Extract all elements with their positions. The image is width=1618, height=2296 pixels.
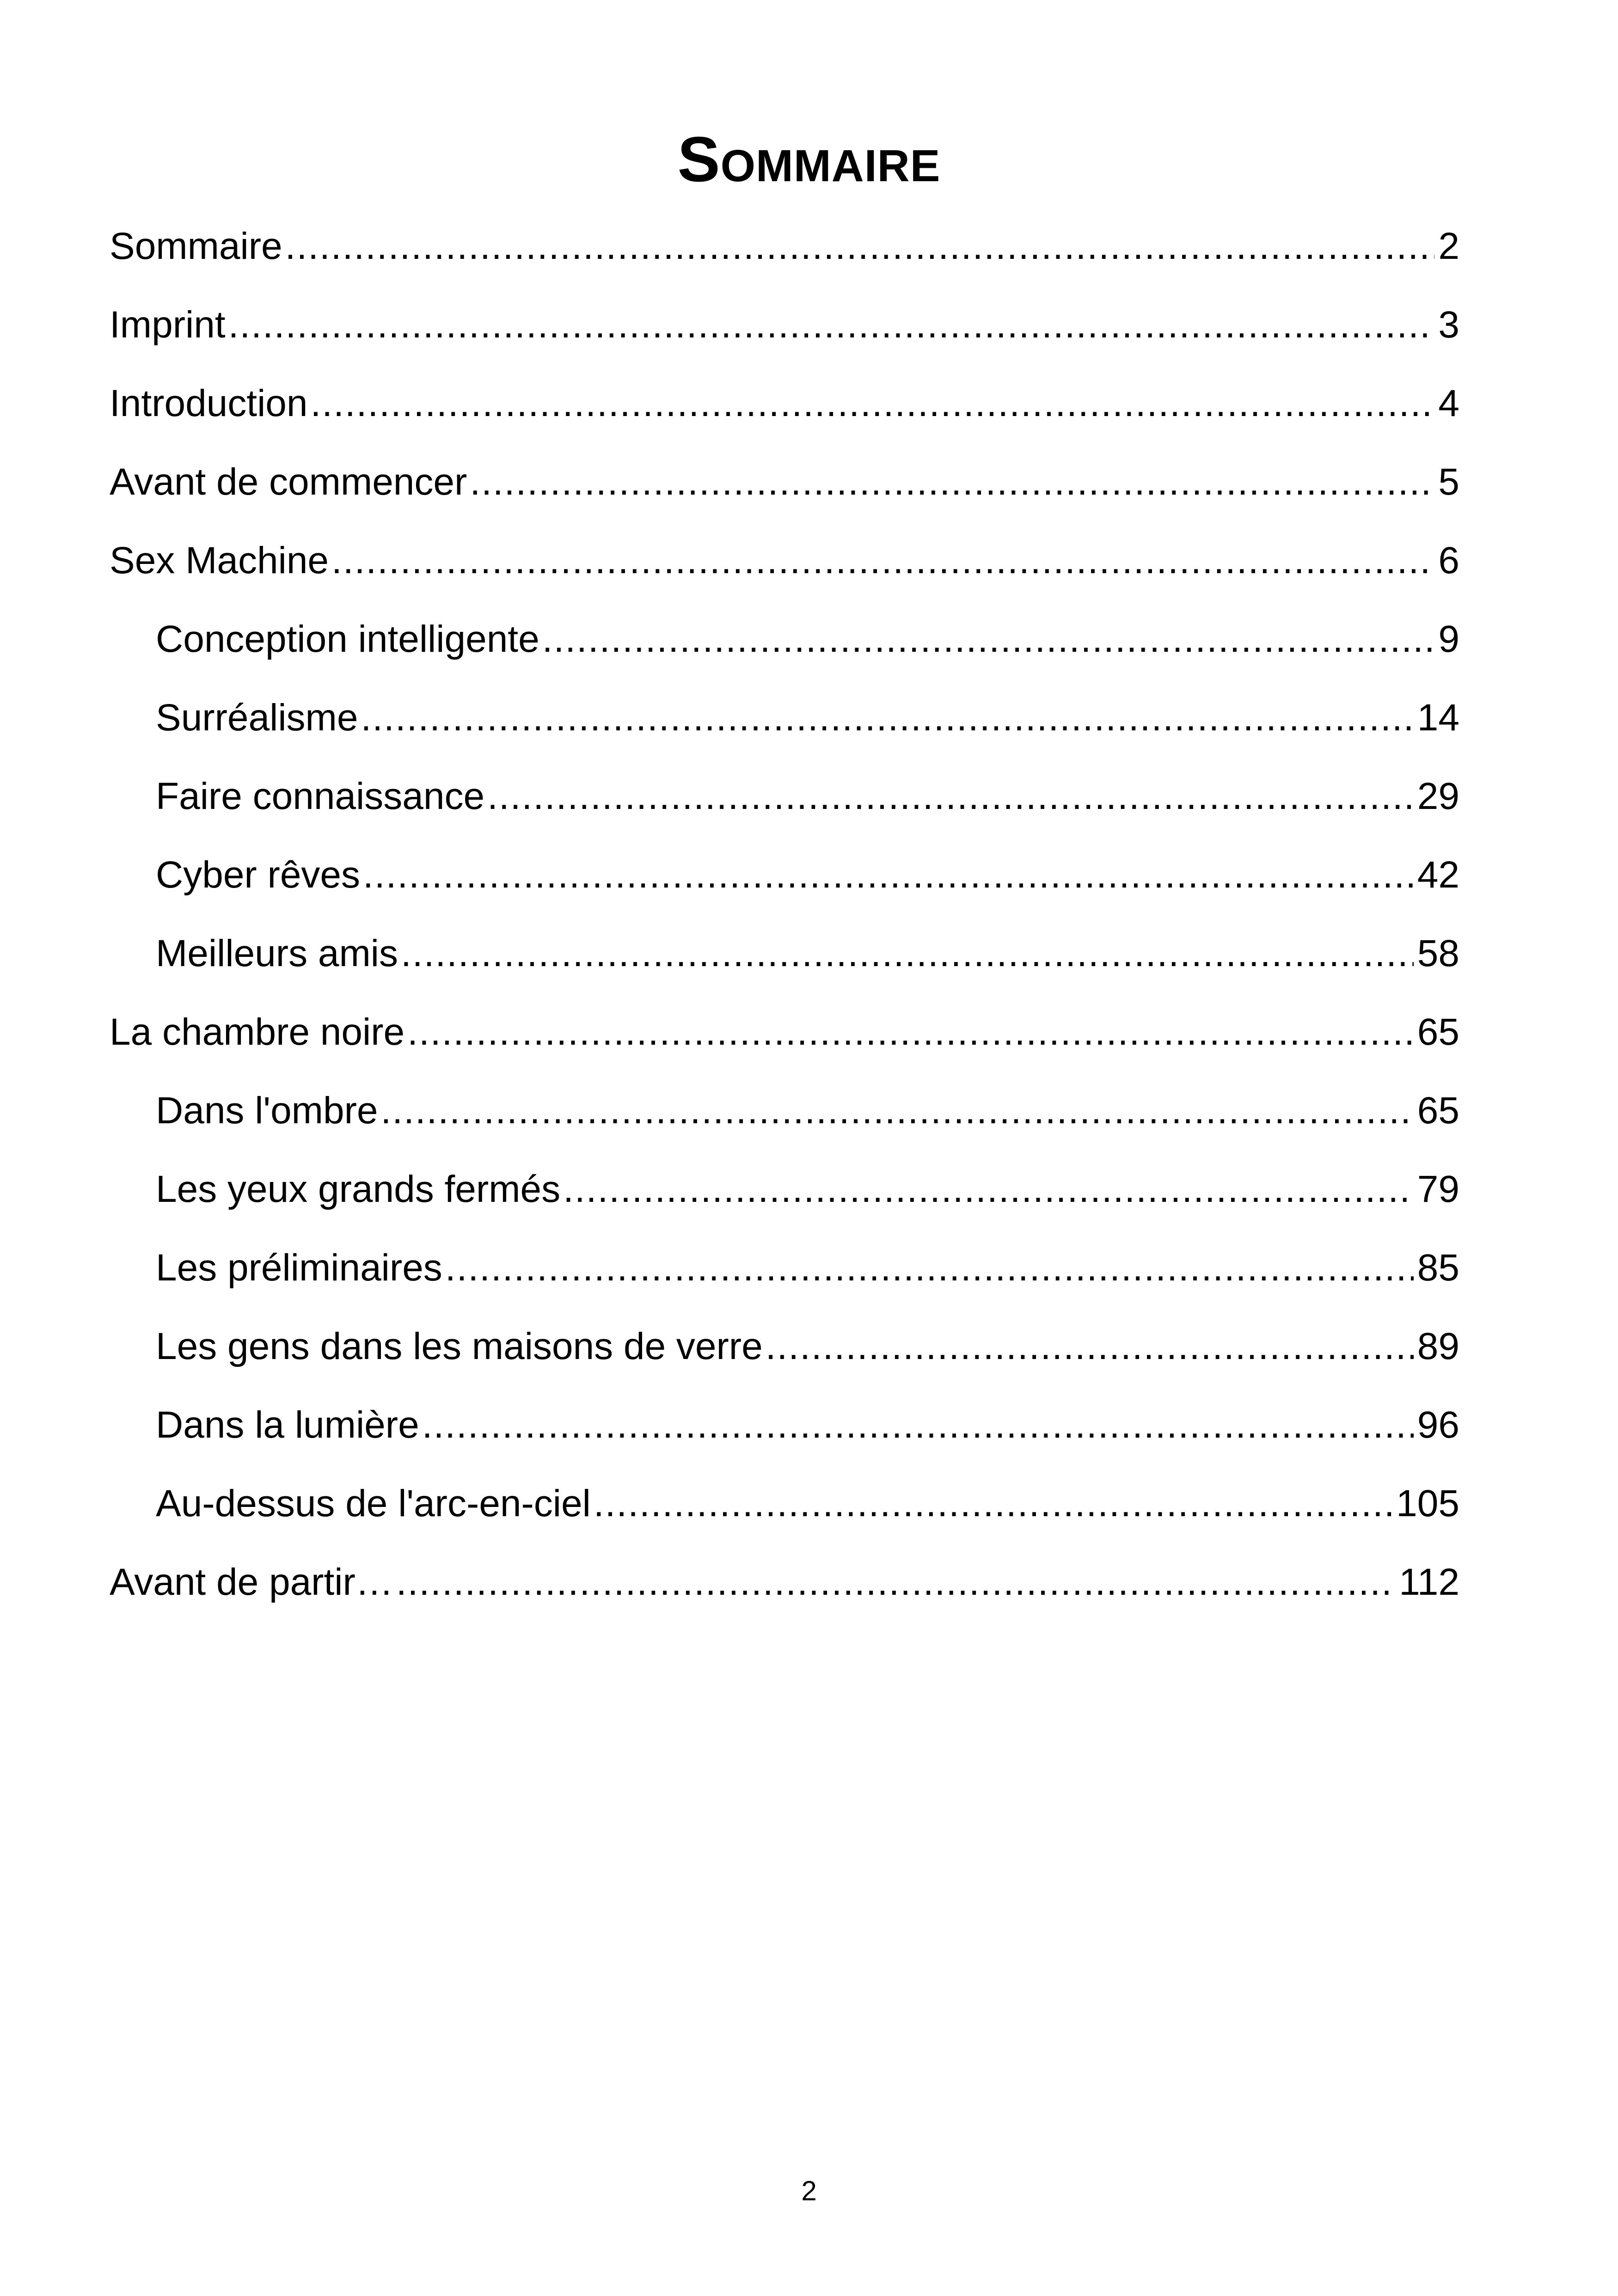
toc-entry[interactable] (156, 769, 1459, 824)
toc-entry-page: 4 (1438, 382, 1459, 424)
toc-entry-label: Dans la lumière (156, 1404, 419, 1446)
dot-leader (285, 219, 1435, 274)
dot-leader (396, 1555, 1395, 1610)
toc-entry[interactable] (110, 376, 1459, 431)
toc-entry-page: 29 (1417, 775, 1459, 817)
toc-entry[interactable] (156, 612, 1459, 667)
page-title: Sommaire (677, 124, 941, 195)
dot-leader (407, 1004, 1414, 1060)
dot-leader (381, 1083, 1414, 1139)
toc-entry-page: 65 (1417, 1090, 1459, 1132)
toc-entry[interactable] (110, 1555, 1459, 1610)
toc-entry[interactable] (110, 454, 1459, 510)
toc-entry[interactable] (156, 847, 1459, 903)
toc-entry-label: Les gens dans les maisons de verre (156, 1325, 763, 1367)
toc-entry-page: 2 (1438, 225, 1459, 267)
toc-entry-label: Faire connaissance (156, 775, 485, 817)
toc-entry-page: 6 (1438, 539, 1459, 582)
dot-leader (422, 1397, 1414, 1453)
toc-entry-label: Sex Machine (110, 539, 329, 582)
toc-entry-page: 96 (1417, 1404, 1459, 1446)
toc-entry-label: Les préliminaires (156, 1247, 442, 1289)
toc-entry[interactable] (156, 1240, 1459, 1296)
toc-entry[interactable] (110, 533, 1459, 588)
toc-entry-page: 42 (1417, 854, 1459, 896)
toc-entry-label: Les yeux grands fermés (156, 1168, 561, 1210)
dot-leader (470, 454, 1434, 510)
page-number: 2 (801, 2175, 817, 2206)
dot-leader (361, 690, 1413, 746)
toc-entry[interactable] (110, 219, 1459, 274)
toc-entry-label: Surréalisme (156, 697, 358, 739)
dot-leader (363, 847, 1414, 903)
dot-leader (563, 1162, 1414, 1217)
dot-leader (401, 926, 1414, 981)
toc-entry[interactable] (110, 1004, 1459, 1060)
toc-entry-label: Avant de partir… (110, 1561, 393, 1603)
toc-entry[interactable] (156, 690, 1459, 746)
toc-entry-label: Au-dessus de l'arc-en-ciel (156, 1482, 591, 1525)
toc-entry[interactable] (156, 926, 1459, 981)
dot-leader (594, 1476, 1392, 1531)
toc-entry[interactable] (110, 297, 1459, 353)
dot-leader (331, 533, 1434, 588)
toc-entry[interactable] (156, 1083, 1459, 1139)
toc-entry-page: 3 (1438, 304, 1459, 346)
toc-entry-label: Introduction (110, 382, 308, 424)
dot-leader (542, 612, 1435, 667)
toc-entry-label: Sommaire (110, 225, 282, 267)
toc-entry-page: 89 (1417, 1325, 1459, 1367)
toc-entry[interactable] (156, 1319, 1459, 1374)
toc-entry[interactable] (156, 1476, 1459, 1531)
toc-entry-label: Meilleurs amis (156, 932, 398, 974)
dot-leader (228, 297, 1435, 353)
dot-leader (487, 769, 1414, 824)
toc-entry-page: 65 (1417, 1011, 1459, 1053)
toc-entry-page: 85 (1417, 1247, 1459, 1289)
dot-leader (766, 1319, 1414, 1374)
toc-entry-label: Dans l'ombre (156, 1090, 378, 1132)
toc-entry-label: Cyber rêves (156, 854, 361, 896)
toc-entry-label: Avant de commencer (110, 461, 467, 503)
dot-leader (311, 376, 1435, 431)
toc-entry-page: 58 (1417, 932, 1459, 974)
toc-entry-page: 105 (1396, 1482, 1459, 1525)
toc-entry-page: 79 (1417, 1168, 1459, 1210)
toc-entry-label: Imprint (110, 304, 226, 346)
dot-leader (445, 1240, 1414, 1296)
toc-entry-page: 9 (1438, 618, 1459, 660)
toc-entry-page: 5 (1438, 461, 1459, 503)
toc-entry-page: 112 (1399, 1561, 1459, 1603)
toc-entry[interactable] (156, 1162, 1459, 1217)
toc-entry-page: 14 (1417, 697, 1459, 739)
toc-entry[interactable] (156, 1397, 1459, 1453)
toc-entry-label: La chambre noire (110, 1011, 405, 1053)
toc-entry-label: Conception intelligente (156, 618, 539, 660)
